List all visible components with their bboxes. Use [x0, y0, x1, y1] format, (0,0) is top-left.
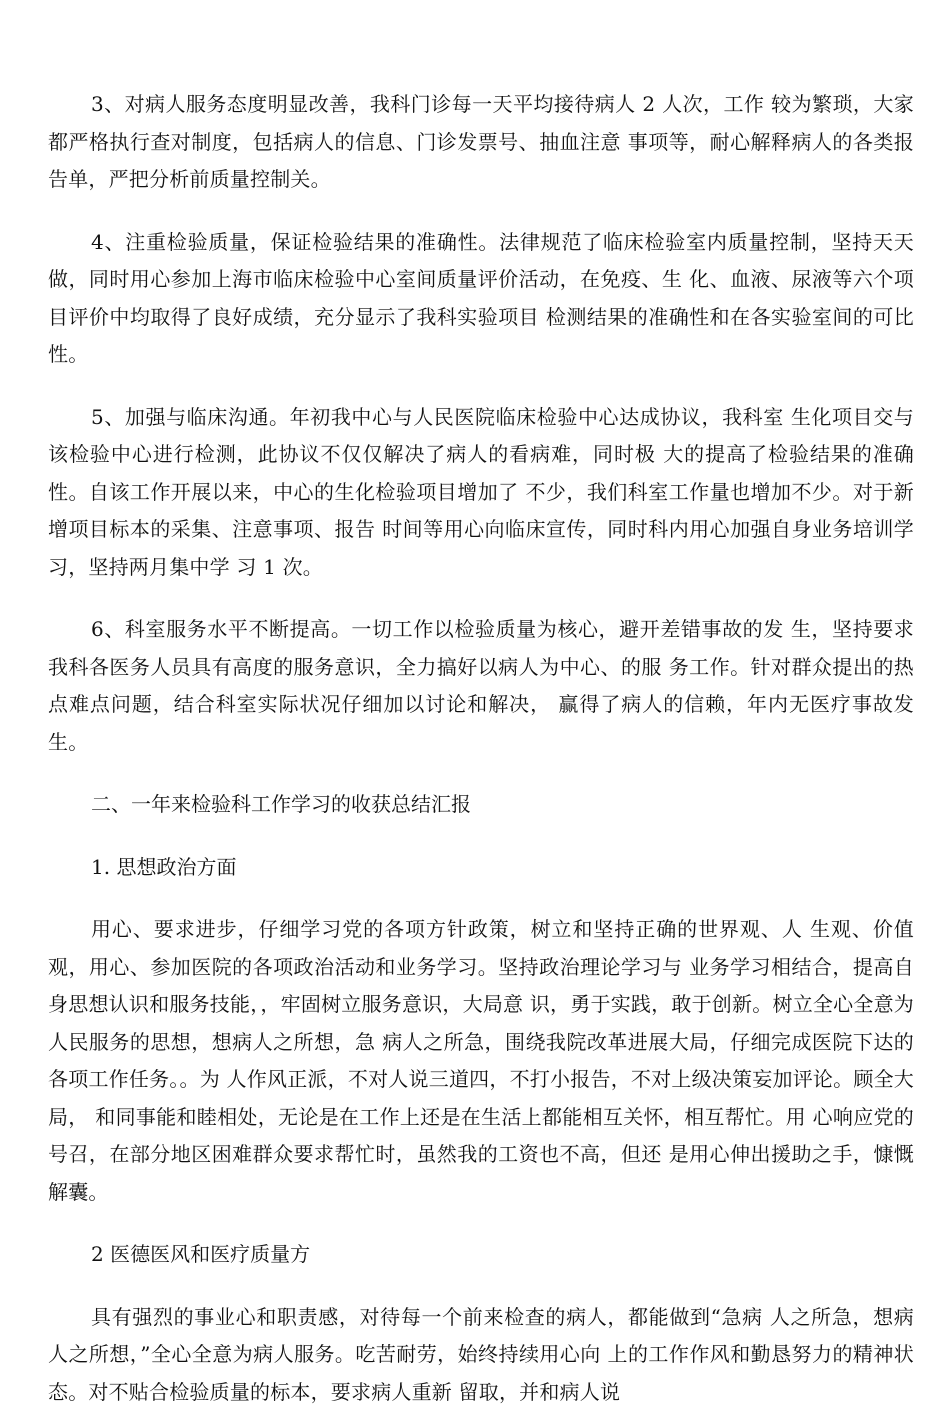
paragraph-gap — [48, 1274, 914, 1299]
paragraph-service-attitude: 3、对病人服务态度明显改善，我科门诊每一天平均接待病人 2 人次，工作 较为繁琐，大家都严格执行查对制度，包括病人的信息、门诊发票号、抽血注意 事项等，耐心解释病人的各类报告单，严把分析前质量控制关。 — [48, 86, 914, 199]
paragraph-politics: 用心、要求进步，仔细学习党的各项方针政策，树立和坚持正确的世界观、人 生观、价值观，用心、参加医院的各项政治活动和业务学习。坚持政治理论学习与 业务学习相结合，提高自身思想认识和服务技能，，牢固树立服务意识，大局意 识，勇于实践，敢于创新。树立全心全意为人民服务的思想，想病人之所想，急 病人之所急，围绕我院改革进展大局，仔细完成医院下达的各项工作任务。。为 人作风正派，不对人说三道四，不打小报告，不对上级决策妄加评论。顾全大局， 和同事能和睦相处，无论是在工作上还是在生活上都能相互关怀，相互帮忙。用 心响应党的号召，在部分地区困难群众要求帮忙时，虽然我的工资也不高，但还 是用心伸出援助之手，慷慨解囊。 — [48, 911, 914, 1211]
paragraph-communication: 5、加强与临床沟通。年初我中心与人民医院临床检验中心达成协议，我科室 生化项目交与该检验中心进行检测，此协议不仅仅解决了病人的看病难，同时极 大的提高了检验结果的准确性。自该工作开展以来，中心的生化检验项目增加了 不少，我们科室工作量也增加不少。对于新增项目标本的采集、注意事项、报告 时间等用心向临床宣传，同时科内用心加强自身业务培训学习，坚持两月集中学 习 1 次。 — [48, 399, 914, 587]
paragraph-gap — [48, 374, 914, 399]
sub-heading-politics: 1. 思想政治方面 — [48, 849, 914, 887]
section-heading: 二、一年来检验科工作学习的收获总结汇报 — [48, 786, 914, 824]
paragraph-gap — [48, 761, 914, 786]
document-body — [48, 86, 914, 1411]
paragraph-ethics: 具有强烈的事业心和职责感，对待每一个前来检查的病人，都能做到“急病 人之所急，想病人之所想，”全心全意为病人服务。吃苦耐劳，始终持续用心向 上的工作作风和勤恳努力的精神状态。对不贴合检验质量的标本，要求病人重新 留取，并和病人说 — [48, 1299, 914, 1411]
paragraph-gap — [48, 824, 914, 849]
paragraph-service-level: 6、科室服务水平不断提高。一切工作以检验质量为核心，避开差错事故的发 生，坚持要求我科各医务人员具有高度的服务意识，全力搞好以病人为中心、的服 务工作。针对群众提出的热点难点问题，结合科室实际状况仔细加以讨论和解决， 赢得了病人的信赖，年内无医疗事故发生。 — [48, 611, 914, 761]
paragraph-gap — [48, 886, 914, 911]
paragraph-gap — [48, 1211, 914, 1236]
sub-heading-ethics: 2 医德医风和医疗质量方 — [48, 1236, 914, 1274]
paragraph-quality: 4、注重检验质量，保证检验结果的准确性。法律规范了临床检验室内质量控制，坚持天天做，同时用心参加上海市临床检验中心室间质量评价活动，在免疫、生 化、血液、尿液等六个项目评价中均取得了良好成绩，充分显示了我科实验项目 检测结果的准确性和在各实验室间的可比性。 — [48, 224, 914, 374]
paragraph-gap — [48, 586, 914, 611]
paragraph-gap — [48, 199, 914, 224]
